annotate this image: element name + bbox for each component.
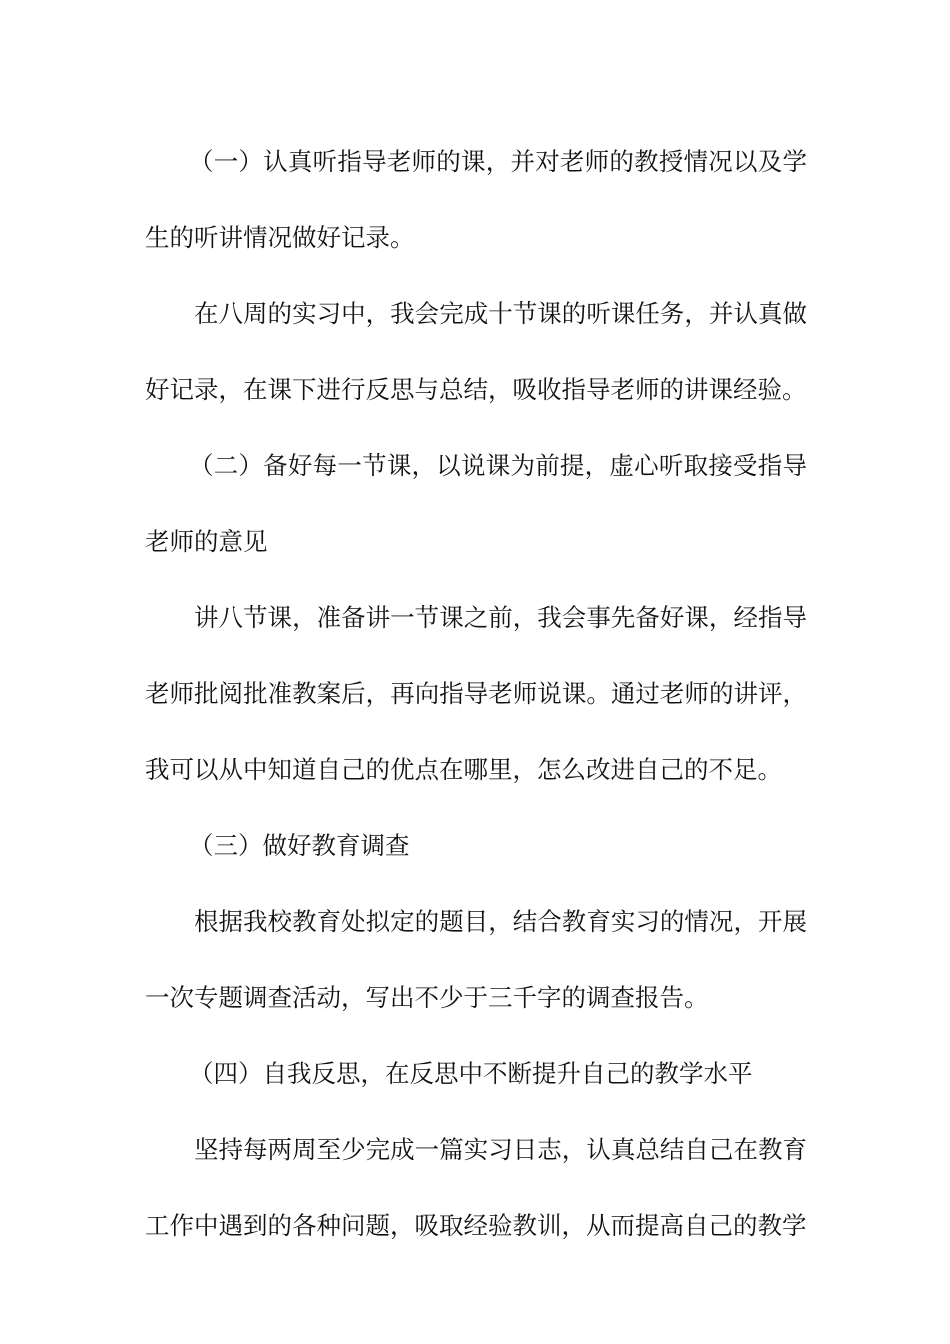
section-heading-1: （一）认真听指导老师的课，并对老师的教授情况以及学生的听讲情况做好记录。 bbox=[145, 147, 807, 252]
body-paragraph-4: 坚持每两周至少完成一篇实习日志，认真总结自己在教育工作中遇到的各种问题，吸取经验教训，从而提高自己的教学 bbox=[145, 1135, 807, 1240]
body-paragraph-1: 在八周的实习中，我会完成十节课的听课任务，并认真做好记录，在课下进行反思与总结，吸收指导老师的讲课经验。 bbox=[145, 299, 807, 404]
body-paragraph-2: 讲八节课，准备讲一节课之前，我会事先备好课，经指导老师批阅批准教案后，再向指导老师说课。通过老师的讲评，我可以从中知道自己的优点在哪里，怎么改进自己的不足。 bbox=[145, 603, 807, 784]
document-body bbox=[145, 124, 807, 1264]
body-paragraph-3: 根据我校教育处拟定的题目，结合教育实习的情况，开展一次专题调查活动，写出不少于三千字的调查报告。 bbox=[145, 907, 807, 1012]
section-heading-3: （三）做好教育调查 bbox=[189, 831, 410, 860]
section-heading-4: （四）自我反思，在反思中不断提升自己的教学水平 bbox=[189, 1059, 753, 1088]
section-heading-2: （二）备好每一节课，以说课为前提，虚心听取接受指导老师的意见 bbox=[145, 451, 807, 556]
